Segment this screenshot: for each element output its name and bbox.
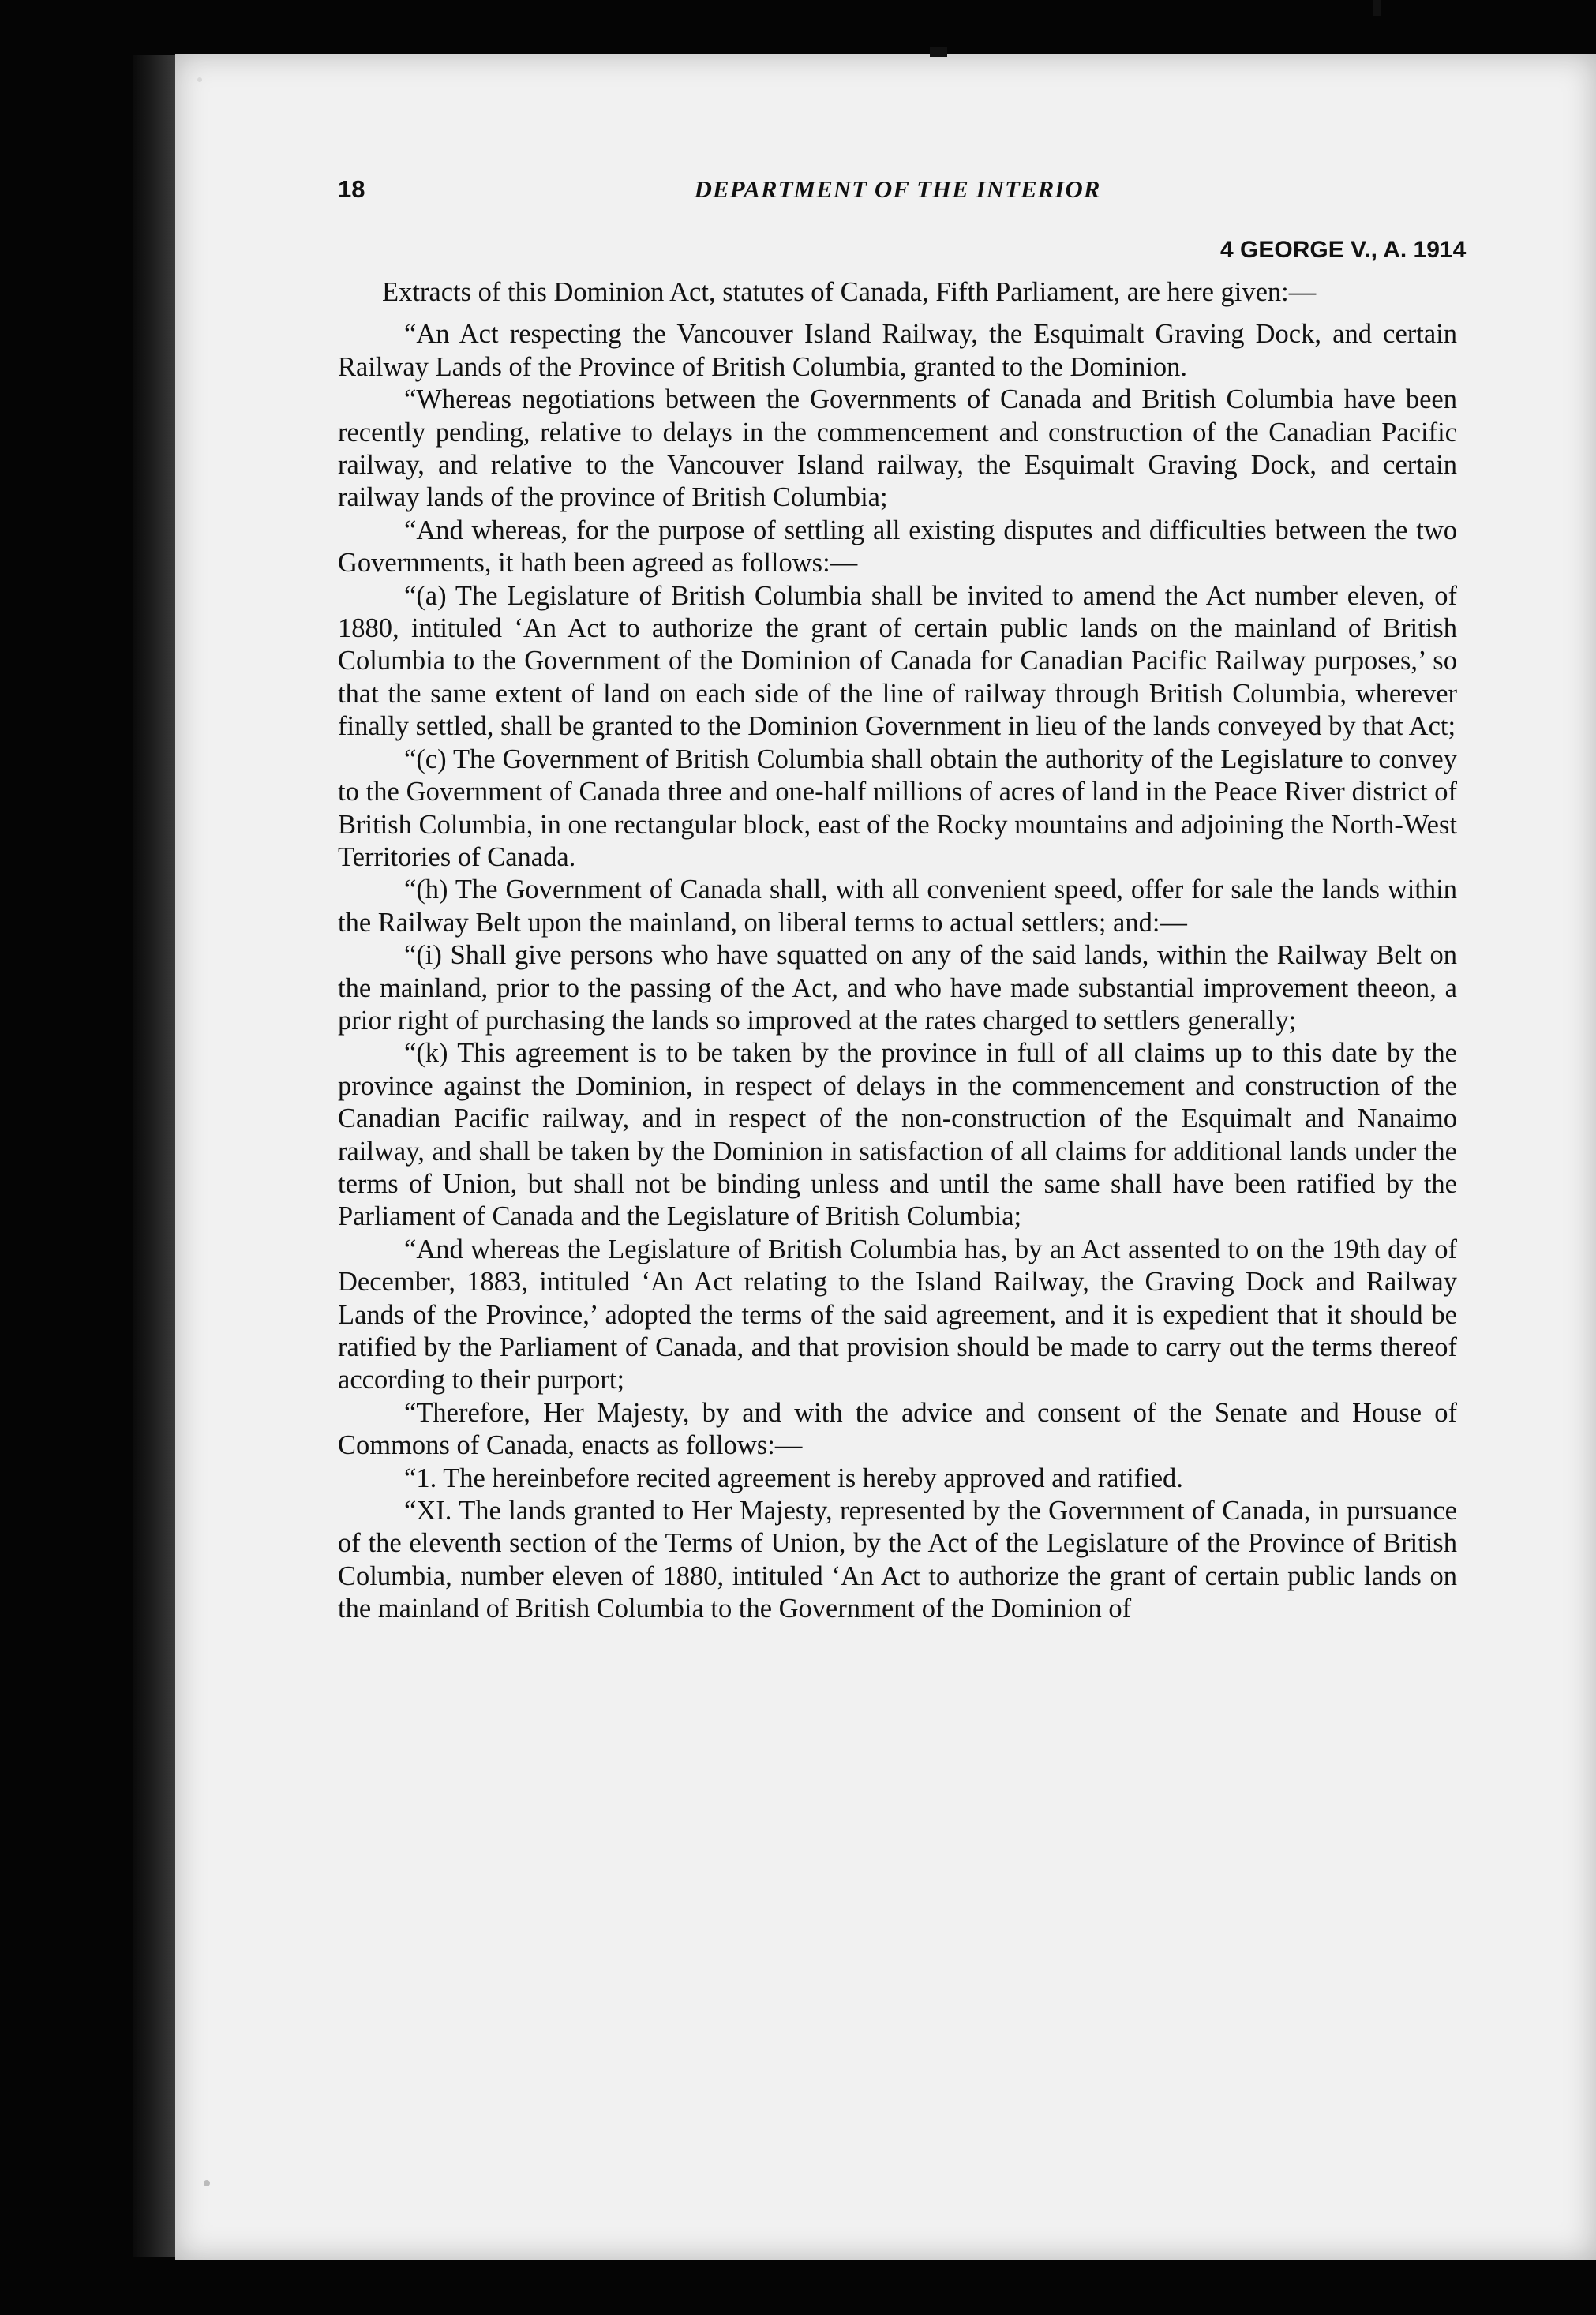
whereas-paragraph: “Whereas negotiations between the Governments of Canada and British Columbia have been recently pending, relative to delays in the commencement and construction of the Canadian Pacific railway, and relative to the Vancouver Island railway, the Esquimalt Graving Dock, and certain railway lands of the province of British Columbia; xyxy=(338,384,1457,513)
clause-paragraph: “(a) The Legislature of British Columbia shall be invited to amend the Act number eleven, of 1880, intituled ‘An Act to authorize the grant of certain public lands on the mainland of British Columbia to the Government of the Dominion of Canada for Canadian Pacific Railway purposes,’ so that the same extent of land on each side of the line of railway through British Columbia, wherever finally settled, shall be granted to the Dominion Government in lieu of the lands conveyed by that Act; xyxy=(338,580,1457,742)
scan-mark xyxy=(1373,0,1381,16)
scan-mark xyxy=(930,47,947,57)
intro-paragraph: Extracts of this Dominion Act, statutes of Canada, Fifth Parliament, are here given:— xyxy=(382,277,1317,307)
page-number: 18 xyxy=(338,175,365,203)
scan-speck xyxy=(204,2180,210,2186)
page-header xyxy=(338,175,1457,223)
whereas-paragraph: “And whereas, for the purpose of settling all existing disputes and difficulties between the two Governments, it hath been agreed as follows:— xyxy=(338,515,1457,579)
clause-paragraph: “(h) The Government of Canada shall, with all convenient speed, offer for sale the lands within the Railway Belt upon the mainland, on liberal terms to actual settlers; and:— xyxy=(338,875,1457,938)
clause-paragraph: “(i) Shall give persons who have squatted on any of the said lands, within the Railway Belt on the mainland, prior to the passing of the Act, and who have made substantial improvement theeon, a prior right of purchasing the lands so improved at the rates charged to settlers generally; xyxy=(338,940,1457,1036)
enacting-paragraph: “Therefore, Her Majesty, by and with the advice and consent of the Senate and House of Commons of Canada, enacts as follows:— xyxy=(338,1397,1457,1461)
section-paragraph: “1. The hereinbefore recited agreement is hereby approved and ratified. xyxy=(404,1463,1183,1493)
whereas-paragraph: “And whereas the Legislature of British Columbia has, by an Act assented to on the 19th day of December, 1883, intituled ‘An Act relating to the Island Railway, the Graving Dock and Railway Lands of the Province,’ adopted the terms of the said agreement, and it is expedient that it should be ratified by the Parliament of Canada, and that provision should be made to carry out the terms thereof according to their purport; xyxy=(338,1234,1457,1395)
scan-speck xyxy=(197,77,202,82)
document-body xyxy=(338,276,1457,1626)
clause-paragraph: “(c) The Government of British Columbia shall obtain the authority of the Legislature to convey to the Government of Canada three and one-half millions of acres of land in the Peace River district of British Columbia, in one rectangular block, east of the Rocky mountains and adjoining the North-West Territories of Canada. xyxy=(338,744,1457,872)
clause-paragraph: “(k) This agreement is to be taken by the province in full of all claims up to this date by the province against the Dominion, in respect of delays in the commencement and construction of the Canadian Pacific railway, and in respect of the non-construction of the Esquimalt and Nanaimo railway, and shall be taken by the Dominion in satisfaction of all claims for additional lands under the terms of Union, but shall not be binding unless and until the same shall have been ratified by the Parliament of Canada and the Legislature of British Columbia; xyxy=(338,1038,1457,1232)
session-label: 4 GEORGE V., A. 1914 xyxy=(1220,237,1467,263)
section-paragraph: “XI. The lands granted to Her Majesty, represented by the Government of Canada, in pursuance of the eleventh section of the Terms of Union, by the Act of the Legislature of the Province of British Columbia, number eleven of 1880, intituled ‘An Act to authorize the grant of certain public lands on the mainland of British Columbia to the Government of the Dominion of xyxy=(338,1496,1457,1624)
act-title-paragraph: “An Act respecting the Vancouver Island Railway, the Esquimalt Graving Dock, and certain Railway Lands of the Province of British Columbia, granted to the Dominion. xyxy=(338,319,1457,382)
scan-binding-edge xyxy=(133,55,175,2257)
running-head: DEPARTMENT OF THE INTERIOR xyxy=(694,175,1101,203)
